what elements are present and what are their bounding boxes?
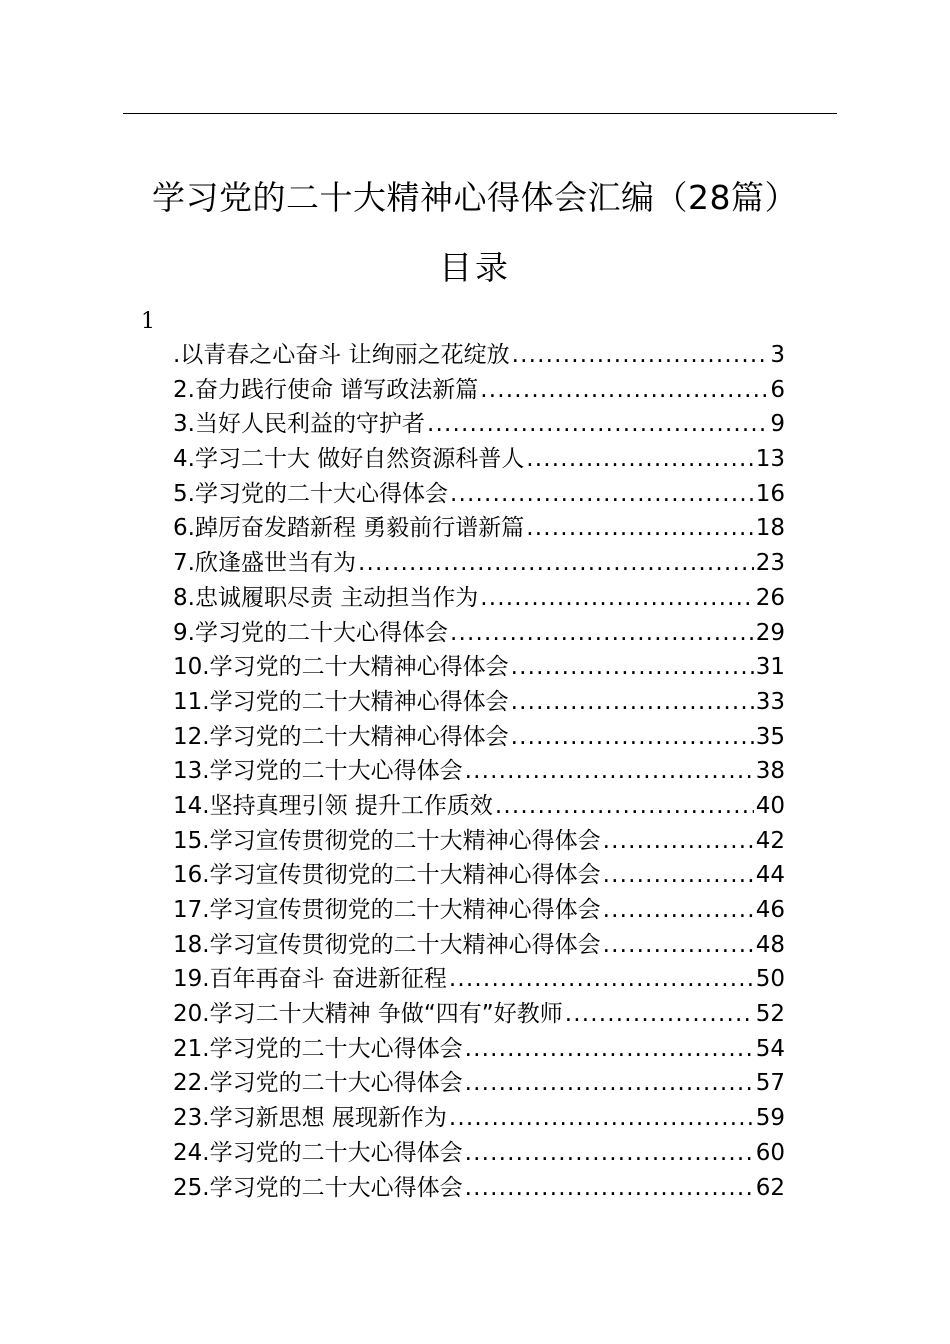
toc-entry-page: 23 [755,550,785,577]
toc-leader-dots [511,650,754,685]
toc-entry-page: 6 [770,376,785,403]
toc-entry[interactable] [173,685,785,720]
toc-entry[interactable] [173,442,785,477]
toc-entry-page: 31 [755,654,785,681]
toc-entry-page: 52 [755,1001,785,1028]
toc-entry-title: 23.学习新思想 展现新作为 [173,1105,447,1132]
toc-entry[interactable] [173,1066,785,1101]
toc-leader-dots [512,338,769,373]
toc-entry[interactable] [173,407,785,442]
toc-entry-page: 9 [770,411,785,438]
toc-leader-dots [526,442,753,477]
toc-entry[interactable] [173,581,785,616]
toc-entry[interactable] [173,789,785,824]
toc-entry[interactable] [173,1101,785,1136]
toc-entry-page: 16 [755,480,785,507]
toc-entry-title: 5.学习党的二十大心得体会 [173,480,448,507]
toc-entry[interactable] [173,997,785,1032]
toc-leader-dots [480,581,753,616]
toc-entry[interactable] [173,893,785,928]
toc-leader-dots [450,616,754,651]
toc-leader-dots [511,720,754,755]
toc-leader-dots [465,754,754,789]
toc-entry-page: 62 [755,1174,785,1201]
toc-leader-dots [465,1136,754,1171]
toc-entry-title: 25.学习党的二十大心得体会 [173,1174,463,1201]
toc-entry[interactable] [173,511,785,546]
toc-entry-title: 22.学习党的二十大心得体会 [173,1070,463,1097]
toc-entry[interactable] [173,1136,785,1171]
toc-leader-dots [465,1171,754,1206]
toc-entry[interactable] [173,720,785,755]
toc-entry-page: 35 [755,723,785,750]
toc-entry-title: 14.坚持真理引领 提升工作质效 [173,792,493,819]
toc-entry-page: 44 [755,862,785,889]
toc-entry-page: 50 [755,966,785,993]
toc-leader-dots [450,477,754,512]
header-rule [123,113,837,114]
toc-entry[interactable] [173,546,785,581]
table-of-contents [173,338,785,1205]
toc-leader-dots [465,1032,754,1067]
toc-entry-title: 9.学习党的二十大心得体会 [173,619,448,646]
toc-entry[interactable] [173,338,785,373]
toc-entry-page: 46 [755,897,785,923]
toc-entry-page: 18 [755,515,785,542]
toc-entry-title: 18.学习宣传贯彻党的二十大精神心得体会 [173,931,601,958]
toc-leader-dots [603,928,754,963]
toc-entry-page: 3 [770,342,785,368]
toc-entry[interactable] [173,824,785,859]
toc-leader-dots [358,546,754,581]
toc-entry-title: 12.学习党的二十大精神心得体会 [173,723,509,750]
toc-leader-dots [565,997,754,1032]
toc-leader-dots [603,824,754,859]
document-title: 学习党的二十大精神心得体会汇编（28篇） [152,178,798,217]
toc-entry-title: 4.学习二十大 做好自然资源科普人 [173,446,525,473]
toc-entry-title: 21.学习党的二十大心得体会 [173,1035,463,1062]
toc-entry[interactable] [173,1171,785,1206]
toc-entry-page: 59 [755,1105,785,1132]
toc-entry[interactable] [173,477,785,512]
toc-entry[interactable] [173,928,785,963]
toc-entry-page: 57 [755,1070,785,1097]
toc-entry-page: 48 [755,931,785,958]
toc-entry-title: 10.学习党的二十大精神心得体会 [173,654,509,681]
toc-entry-title: 13.学习党的二十大心得体会 [173,758,463,785]
toc-entry-page: 33 [755,688,785,715]
toc-entry[interactable] [173,962,785,997]
toc-entry-page: 40 [755,792,785,819]
toc-entry-page: 26 [755,584,785,611]
toc-entry-title: 15.学习宣传贯彻党的二十大精神心得体会 [173,827,601,854]
toc-leader-dots [449,962,754,997]
toc-entry-title: 2.奋力践行使命 谱写政法新篇 [173,376,479,403]
toc-entry-title: 20.学习二十大精神 争做“四有”好教师 [173,1001,563,1028]
toc-leader-dots [449,1101,754,1136]
list-marker: 1 [141,309,155,334]
toc-leader-dots [465,1066,754,1101]
toc-entry-title: 17.学习宣传贯彻党的二十大精神心得体会 [173,897,601,923]
toc-entry[interactable] [173,858,785,893]
toc-entry[interactable] [173,616,785,651]
toc-entry-title: 19.百年再奋斗 奋进新征程 [173,966,447,993]
toc-entry-page: 38 [755,758,785,785]
toc-entry-page: 60 [755,1139,785,1166]
toc-entry-page: 42 [755,827,785,854]
toc-leader-dots [495,789,754,824]
toc-entry-page: 54 [755,1035,785,1062]
toc-leader-dots [526,511,753,546]
toc-entry-title: 3.当好人民利益的守护者 [173,411,425,438]
toc-entry-page: 13 [755,446,785,473]
toc-leader-dots [511,685,754,720]
toc-entry-title: 8.忠诚履职尽责 主动担当作为 [173,584,479,611]
toc-entry-title: 7.欣逢盛世当有为 [173,550,356,577]
toc-entry-title: 11.学习党的二十大精神心得体会 [173,688,509,715]
toc-entry-title: .以青春之心奋斗 让绚丽之花绽放 [173,342,510,368]
toc-entry[interactable] [173,373,785,408]
toc-leader-dots [603,893,754,928]
toc-entry-page: 29 [755,619,785,646]
toc-heading: 目录 [439,248,511,287]
toc-leader-dots [480,373,768,408]
toc-entry-title: 6.踔厉奋发踏新程 勇毅前行谱新篇 [173,515,525,542]
toc-entry-title: 24.学习党的二十大心得体会 [173,1139,463,1166]
toc-entry[interactable] [173,1032,785,1067]
toc-entry[interactable] [173,754,785,789]
toc-leader-dots [427,407,768,442]
toc-entry[interactable] [173,650,785,685]
toc-entry-title: 16.学习宣传贯彻党的二十大精神心得体会 [173,862,601,889]
toc-leader-dots [603,858,754,893]
